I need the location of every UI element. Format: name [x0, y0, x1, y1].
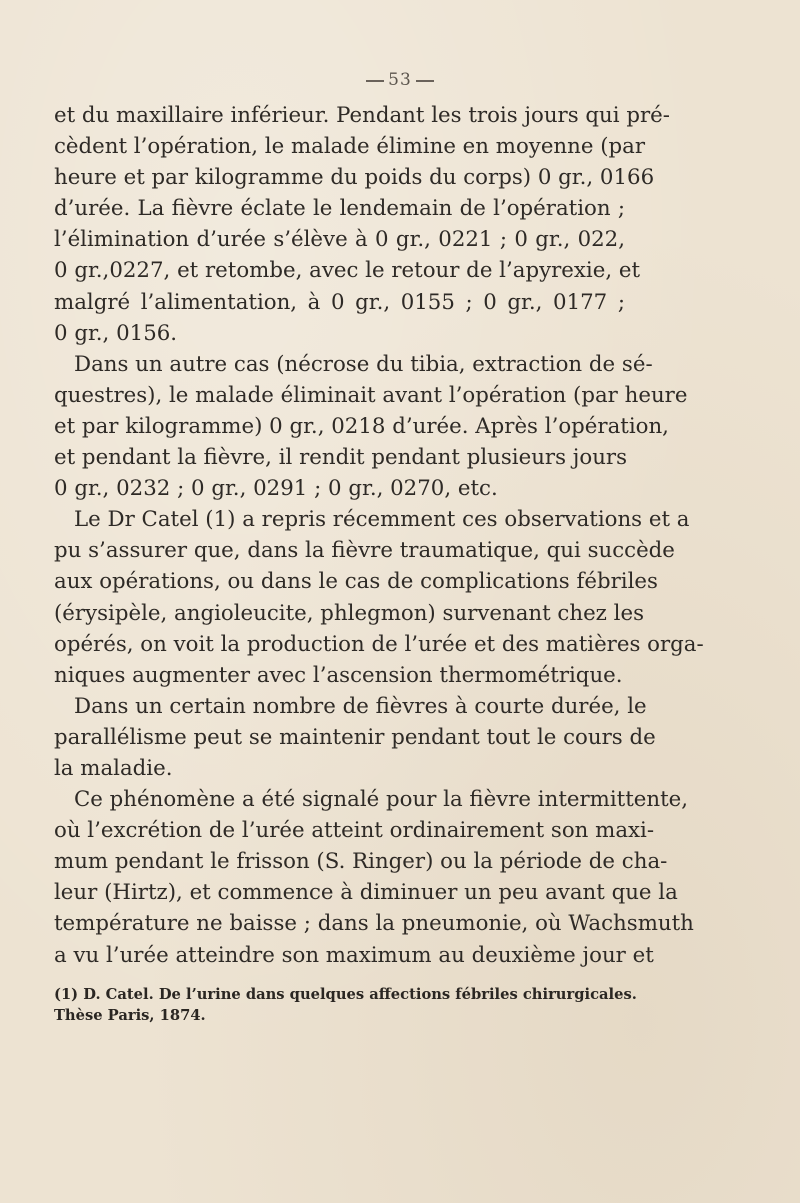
footnote-line: (1) D. Catel. De l’urine dans quelques affections fébriles chirurgicales. — [54, 986, 637, 1003]
text-line: et du maxillaire inférieur. Pendant les trois jours qui pré- — [54, 103, 670, 128]
text-line: où l’excrétion de l’urée atteint ordinairement son maxi- — [54, 818, 655, 844]
text-line: aux opérations, ou dans le cas de complications fébriles — [54, 569, 658, 595]
text-line: mum pendant le frisson (S. Ringer) ou la période de cha- — [54, 849, 668, 875]
text-line: l’élimination d’urée s’élève à 0 gr., 0221 ; 0 gr., 022, — [54, 227, 625, 253]
text-line: opérés, on voit la production de l’urée et des matières orga- — [54, 631, 704, 657]
text-line: température ne baisse ; dans la pneumonie, où Wachsmuth — [54, 911, 694, 937]
text-line: d’urée. La fièvre éclate le lendemain de l’opération ; — [54, 196, 625, 222]
ornament-dash-right — [416, 80, 434, 82]
ornament-dash-left — [366, 80, 384, 82]
text-line: (érysipèle, angioleucite, phlegmon) survenant chez les — [54, 600, 645, 626]
text-line: 0 gr., 0232 ; 0 gr., 0291 ; 0 gr., 0270, etc. — [54, 476, 498, 502]
text-line: malgré l’alimentation, à 0 gr., 0155 ; 0 gr., 0177 ; — [54, 289, 625, 315]
text-line: Ce phénomène a été signalé pour la fièvre intermittente, — [74, 787, 689, 813]
text-line: questres), le malade éliminait avant l’opération (par heure — [54, 382, 688, 408]
page-number — [0, 70, 800, 90]
text-line: et par kilogramme) 0 gr., 0218 d’urée. Après l’opération, — [54, 413, 669, 439]
page-number-text: 53 — [388, 70, 412, 90]
text-line: et pendant la fièvre, il rendit pendant plusieurs jours — [54, 445, 628, 471]
text-line: leur (Hirtz), et commence à diminuer un peu avant que la — [54, 880, 678, 906]
text-line: Le Dr Catel (1) a repris récemment ces observations et a — [74, 507, 690, 533]
body-text — [54, 100, 704, 971]
text-line: pu s’assurer que, dans la fièvre traumatique, qui succède — [54, 538, 675, 564]
text-line: niques augmenter avec l’ascension thermométrique. — [54, 662, 623, 688]
text-line: heure et par kilogramme du poids du corps) 0 gr., 0166 — [54, 165, 655, 191]
text-line: Dans un autre cas (nécrose du tibia, extraction de sé- — [74, 351, 653, 377]
text-line: Dans un certain nombre de fièvres à courte durée, le — [74, 693, 647, 719]
text-line: 0 gr., 0156. — [54, 320, 178, 346]
footnotes — [54, 984, 637, 1026]
text-line: la maladie. — [54, 755, 173, 781]
text-line: a vu l’urée atteindre son maximum au deuxième jour et — [54, 942, 654, 968]
text-line: parallélisme peut se maintenir pendant tout le cours de — [54, 724, 656, 750]
text-line: cèdent l’opération, le malade élimine en moyenne (par — [54, 134, 646, 160]
text-line: 0 gr.,0227, et retombe, avec le retour de l’apyrexie, et — [54, 258, 641, 284]
footnote-line: Thèse Paris, 1874. — [54, 1007, 206, 1024]
